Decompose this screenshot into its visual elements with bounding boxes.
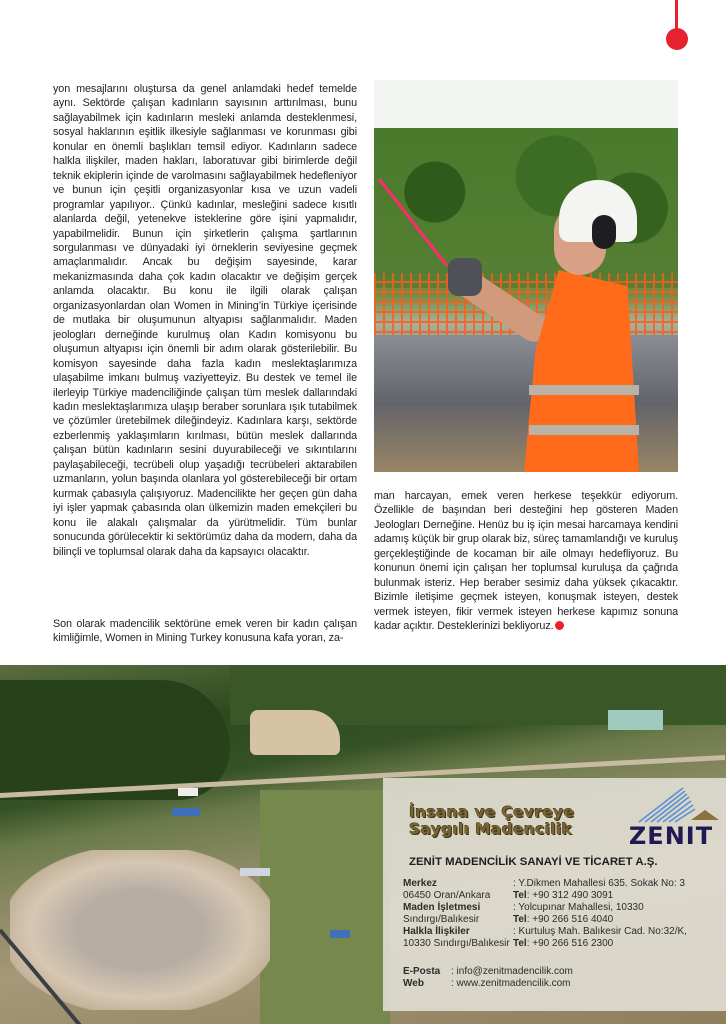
zenit-logo: ZENIT bbox=[621, 784, 721, 846]
article-left-column-closing bbox=[53, 617, 357, 646]
ad-slogan: İnsana ve Çevreye Saygılı Madencilik bbox=[409, 803, 575, 838]
office-addresses bbox=[403, 878, 723, 950]
page-marker-dot bbox=[666, 28, 688, 50]
office-entry: Merkez : Y.Dikmen Mahallesi 635. Sokak No: 3 06450 Oran/Ankara Tel: +90 312 490 3091 bbox=[403, 878, 685, 901]
office-entry: Maden İşletmesi : Yolcupınar Mahallesi, 10330 Sındırgı/Balıkesir Tel: +90 266 516 4040 bbox=[403, 902, 644, 925]
website-link[interactable]: : www.zenitmadencilik.com bbox=[451, 978, 571, 989]
office-entry: Halkla İlişkiler : Kurtuluş Mah. Balıkesir Cad. No:32/K, 10330 Sındırgı/Balıkesir Tel: +90 266 516 2300 bbox=[403, 926, 687, 949]
contact-info: E-Posta : info@zenitmadencilik.com Web : www.zenitmadencilik.com bbox=[403, 966, 573, 989]
mountain-logo-icon bbox=[621, 784, 721, 824]
article-right-column bbox=[374, 489, 678, 634]
email-link[interactable]: : info@zenitmadencilik.com bbox=[451, 966, 573, 977]
page-marker-line bbox=[675, 0, 678, 30]
miner-photo bbox=[374, 80, 678, 472]
company-name: ZENİT MADENCİLİK SANAYİ VE TİCARET A.Ş. bbox=[409, 856, 658, 868]
article-paragraph: yon mesajlarını oluştursa da genel anlamdaki hedef temelde aynı. Sektörde çalışan kadınların sayısının arttırılması, bunu sağlayabilmek için kadınların mesleki anlamda desteklenmesi, sosyal haklarının eşitlik ilkesiyle sağlanması ve korunması gibi konular en önemli başlıkları temsil ediyor. Kadınların sadece halkla ilişkiler, maden hakları, laboratuvar gibi birimlerde değil teknik ekiplerin içinde de varolmasını sağlayabilmek hedefleniyor ve bunun için çeşitli organizasyonlar kısa ve uzun vadeli programlar yapılıyor.. Çünkü kadınlar, mesleğini sadece kısıtlı alanlarda değil, yetenekve isteklerine göre işini yapmalıdır, yapabilmelidir. Bunun için şirketlerin çalışma şartlarının sorgulanması ve dünyadaki iyi örneklerin seviyesine geçmek amaçlanmalıdır. Ancak bu değişim sayesinde, karar mekanizmasında daha çok kadın olacaktır ve değişim gerçek anlamda olacaktır. Bu konu ile ilgili olarak çalışan organizasyonlardan olan Women in Mining’in Türkiye içerisinde de mutlaka bir oluşumunun altyapısı sağlanmalıdır. Maden jeologları derneğinde kurulmuş olan Kadın komisyonu bu oluşumun altyapısı için önemli bir adım olarak gösterilebilir. Bu komisyon sayesinde daha fazla kadın meslektaşlarımıza ulaşabilme imkanı bulmuş vaziyetteyiz. Bu destek ve temel ile ilerleyip Türkiye madenciliğinde çalışan tüm meslek dallarındaki kadın meslektaşlarımıza ulaşıp beraber sorunlara ışık tutabilmek ve çözümler üretebilmek dileğindeyiz. Kadınlara karşı, sektörde ezberlenmiş yaklaşımların kırılması, bütün meslek dallarında çalışan bütün kadınların sesini duyurabileceği ve sıkıntılarını paylaşabileceği, tecrübeli olup yaşadığı tecrübeleri aktarabilen uzmanların, yolun başında olanlara yol gösterebileceği bir ortam kurmak çabasıyla çalışıyoruz. Madencilikte her geçen gün daha iyi işler yapmak çabasında olan ülkemizin maden emekçileri bu konu ile alakalı çalışmalar da yürütmelidir. Tüm bunlar sonucunda görülecektir ki sektörümüz daha da modern, daha da bilinçli ve toplumsal olarak daha da kapsayıcı olacaktır. bbox=[53, 83, 357, 558]
end-of-article-dot-icon bbox=[555, 621, 564, 630]
zenit-advertisement bbox=[383, 778, 726, 1011]
article-paragraph: Son olarak madencilik sektörüne emek veren bir kadın çalışan kimliğimle, Women in Mining Turkey konusuna kafa yoran, za- bbox=[53, 618, 357, 645]
article-left-column bbox=[53, 82, 357, 604]
article-paragraph: man harcayan, emek veren herkese teşekkür ediyorum. Özellikle de başından beri desteğini hep gösteren Maden Jeologları Derneğine. Henüz bu iş için mesai harcamaya kendini adamış küçük bir grup olarak biz, süreç tamamlandığı ve kuruluş gerçekleştiğinde de kocaman bir aile olmayı hedefliyoruz. Bu konunun önemi için çalışan her toplumsal kuruluşa da çağrıda bulunmak isteriz. Hep beraber sesimiz daha yüksek çıkacaktır. Bizimle iletişime geçmek isteyen, konuşmak isteyen, destek vermek isteyen, fikir vermek isteyen herkese kapımız sonuna kadar açıktır. Desteklerinizi bekliyoruz. bbox=[374, 490, 678, 633]
